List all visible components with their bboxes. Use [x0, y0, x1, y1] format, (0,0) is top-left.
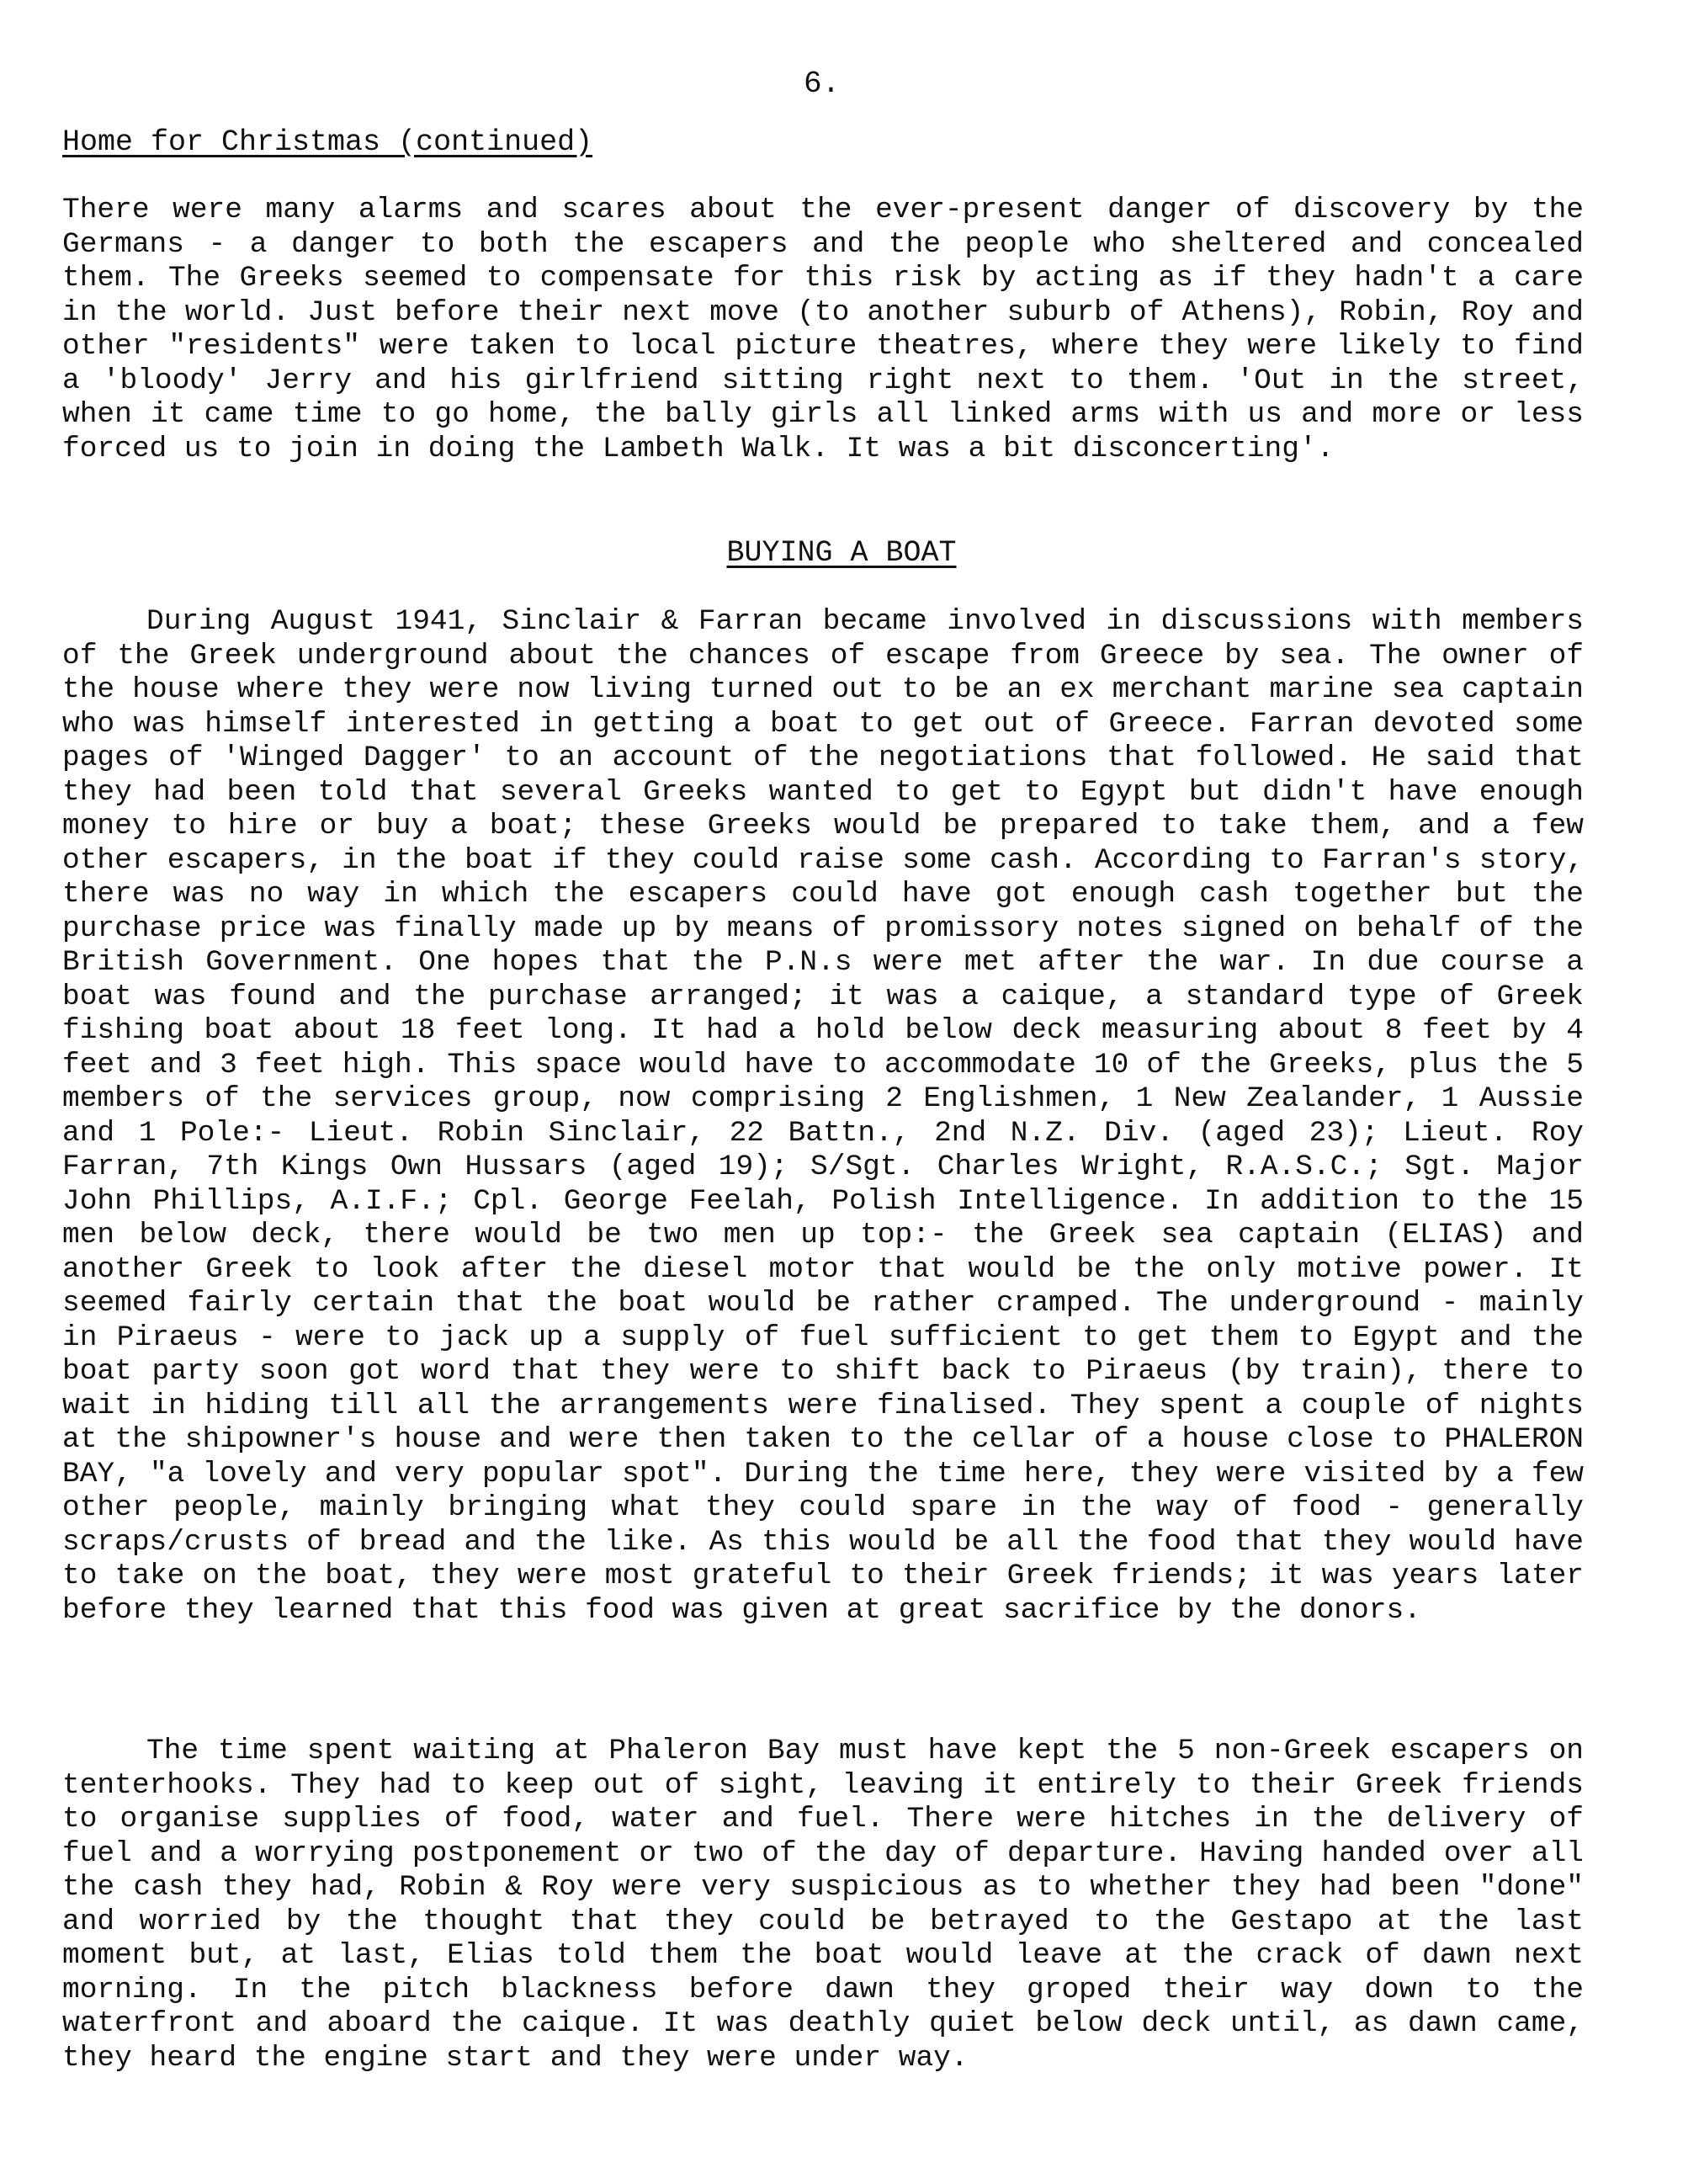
paragraph-3: The time spent waiting at Phaleron Bay must have kept the 5 non-Greek escapers on tenterhooks. They had to keep out of sight, leaving it entirely to their Greek friends to organise supplies of food, water and fuel. There were hitches in the delivery of fuel and a worrying postponement or two of the day of departure. Having handed over all the cash they had, Robin & Roy were very suspicious as to whether they had been "done" and worried by the thought that they could be betrayed to the Gestapo at the last moment but, at last, Elias told them the boat would leave at the crack of dawn next morning. In the pitch blackness before dawn they groped their way down to the waterfront and aboard the caique. It was deathly quiet below deck until, as dawn came, they heard the engine start and they were under way.	[62, 1735, 1584, 2075]
page-number: 6.	[804, 66, 841, 101]
paragraph-2: During August 1941, Sinclair & Farran became involved in discussions with members of the Greek underground about the chances of escape from Greece by sea. The owner of the house where they were now living turned out to be an ex merchant marine sea captain who was himself interested in getting a boat to get out of Greece. Farran devoted some pages of 'Winged Dagger' to an account of the negotiations that followed. He said that they had been told that several Greeks wanted to get to Egypt but didn't have enough money to hire or buy a boat; these Greeks would be prepared to take them, and a few other escapers, in the boat if they could raise some cash. According to Farran's story, there was no way in which the escapers could have got enough cash together but the purchase price was finally made up by means of promissory notes signed on behalf of the British Government. One hopes that the P.N.s were met after the war. In due course a boat was found and the purchase arranged; it was a caique, a standard type of Greek fishing boat about 18 feet long. It had a hold below deck measuring about 8 feet by 4 feet and 3 feet high. This space would have to accommodate 10 of the Greeks, plus the 5 members of the services group, now comprising 2 Englishmen, 1 New Zealander, 1 Aussie and 1 Pole:- Lieut. Robin Sinclair, 22 Battn., 2nd N.Z. Div. (aged 23); Lieut. Roy Farran, 7th Kings Own Hussars (aged 19); S/Sgt. Charles Wright, R.A.S.C.; Sgt. Major John Phillips, A.I.F.; Cpl. George Feelah, Polish Intelligence. In addition to the 15 men below deck, there would be two men up top:- the Greek sea captain (ELIAS) and another Greek to look after the diesel motor that would be the only motive power. It seemed fairly certain that the boat would be rather cramped. The underground - mainly in Piraeus - were to jack up a supply of fuel sufficient to get them to Egypt and the boat party soon got word that they were to shift back to Piraeus (by train), there to wait in hiding till all the arrangements were finalised. They spent a couple of nights at the shipowner's house and were then taken to the cellar of a house close to PHALERON BAY, "a lovely and very popular spot". During the time here, they were visited by a few other people, mainly bringing what they could spare in the way of food - generally scraps/crusts of bread and the like. As this would be all the food that they would have to take on the boat, they were most grateful to their Greek friends; it was years later before they learned that this food was given at great sacrifice by the donors.	[62, 605, 1584, 1627]
paragraph-1: There were many alarms and scares about the ever-present danger of discovery by the Germans - a danger to both the escapers and the people who sheltered and concealed them. The Greeks seemed to compensate for this risk by acting as if they hadn't a care in the world. Just before their next move (to another suburb of Athens), Robin, Roy and other "residents" were taken to local picture theatres, where they were likely to find a 'bloody' Jerry and his girlfriend sitting right next to them. 'Out in the street, when it came time to go home, the bally girls all linked arms with us and more or less forced us to join in doing the Lambeth Walk. It was a bit disconcerting'.	[62, 194, 1584, 465]
page-heading: Home for Christmas (continued)	[62, 125, 593, 159]
section-title: BUYING A BOAT	[726, 536, 957, 570]
